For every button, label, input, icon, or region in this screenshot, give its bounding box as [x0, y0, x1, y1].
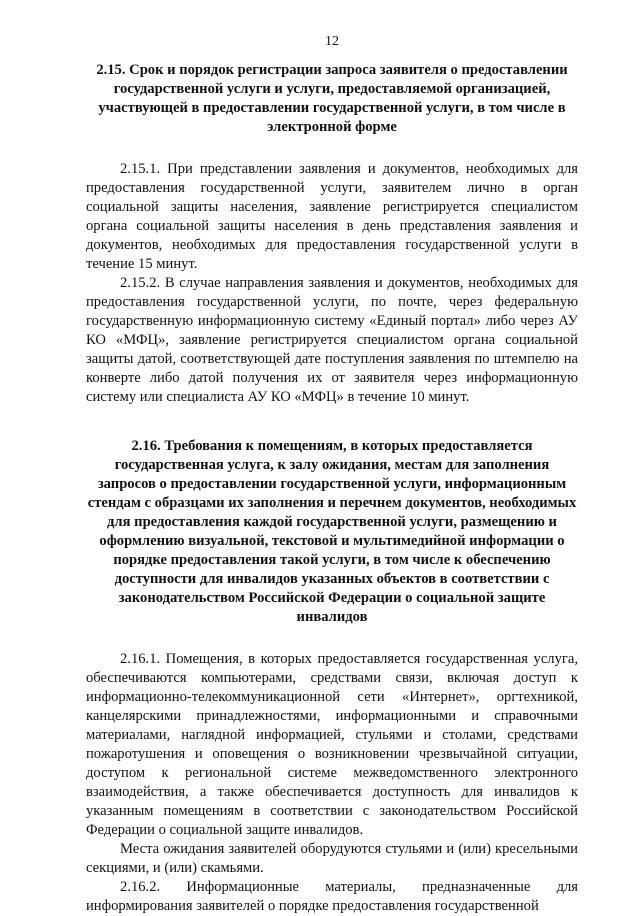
section-2-15-heading: 2.15. Срок и порядок регистрации запроса заявителя о предоставлении государственной услуги и услуги, предоставляемой организацией, участвующей в предоставлении государственной услуги, в том числе в электронной форме — [96, 62, 568, 135]
paragraph-2-16-2: 2.16.2. Информационные материалы, предназначенные для информирования заявителей о порядке предоставления государственной — [86, 879, 578, 914]
page-number: 12 — [325, 34, 339, 49]
section-2-16-heading: 2.16. Требования к помещениям, в которых предоставляется государственная услуга, к залу ожидания, местам для заполнения запросов о предоставлении государственной услуги, информационным стендам с образцами их заполнения и перечнем документов, необходимых для предоставления каждой государственной услуги, размещению и оформлению визуальной, текстовой и мультимедийной информации о порядке предоставления такой услуги, в том числе к обеспечению доступности для инвалидов указанных объектов в соответствии с законодательством Российской Федерации о социальной защите инвалидов — [87, 438, 577, 625]
paragraph-2-15-1: 2.15.1. При представлении заявления и документов, необходимых для предоставления государственной услуги, заявителем лично в орган социальной защиты населения, заявление регистрируется специалистом органа социальной защиты населения в день представления заявления и документов, необходимых для предоставления государственной услуги в течение 15 минут. — [86, 161, 578, 272]
section-gap — [86, 407, 578, 429]
paragraph-waiting-areas: Места ожидания заявителей оборудуются стульями и (или) кресельными секциями, и (или) скамьями. — [86, 841, 578, 876]
paragraph-2-16-1: 2.16.1. Помещения, в которых предоставляется государственная услуга, обеспечиваются компьютерами, средствами связи, включая доступ к информационно-телекоммуникационной сети «Интернет», оргтехникой, канцелярскими принадлежностями, информационными и справочными материалами, наглядной информацией, стульями и столами, средствами пожаротушения и оповещения о возникновении чрезвычайной ситуации, доступом к региональной системе межведомственного электронного взаимодействия, а также обеспечивается доступность для инвалидов к указанным помещениям в соответствии с законодательством Российской Федерации о социальной защите инвалидов. — [86, 651, 578, 838]
paragraph-2-15-2: 2.15.2. В случае направления заявления и документов, необходимых для предоставления государственной услуги, по почте, через федеральную государственную информационную систему «Единый портал» либо через АУ КО «МФЦ», заявление регистрируется специалистом органа социальной защиты датой, соответствующей дате поступления заявления по штемпелю на конверте либо датой получения их от заявителя через информационную систему или специалиста АУ КО «МФЦ» в течение 10 минут. — [86, 275, 578, 405]
